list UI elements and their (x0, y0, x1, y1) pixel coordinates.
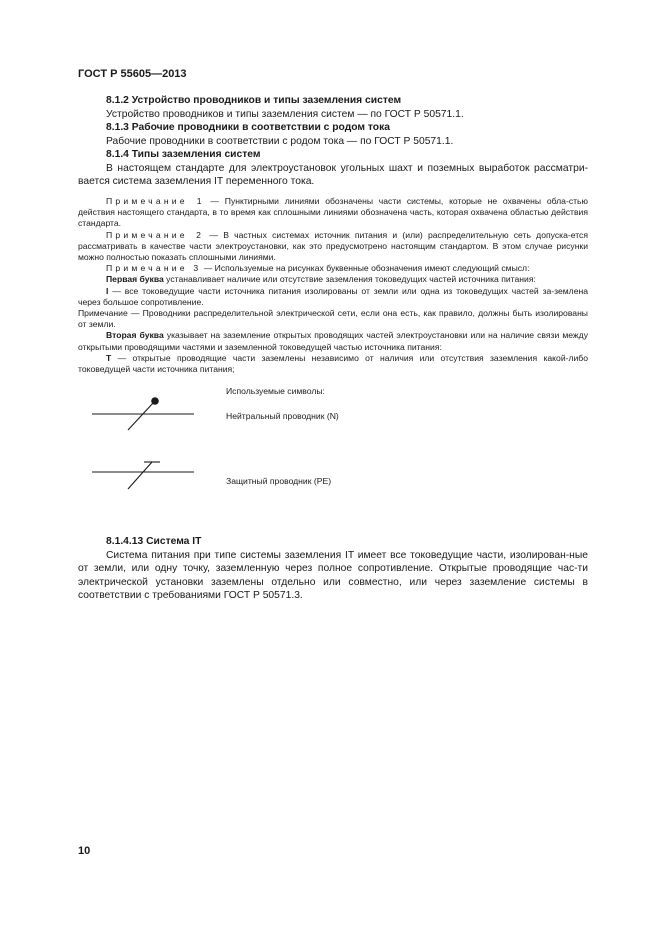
legend-title: Используемые символы: (226, 386, 325, 396)
section-text-8-1-4-13: Система питания при типе системы заземления IT имеет все токоведущие части, изолирован-ные от земли, или одну точку, заземленную через полное сопротивление. Открытые проводящие час-ти электрической установки заземлены отдельно или совместно, или через заземление системы в соответствии с требованиями ГОСТ Р 50571.3. (78, 549, 588, 601)
letter-i: I (106, 285, 109, 296)
note-2-text: — В частных системах источник питания и (или) распределительную сеть допуска-ется рассматривать в качестве части электроустановки, как это предусмотрено настоящим стандартом. В этом случае рисунки можно полностью показать сплошными линиями. (78, 229, 588, 263)
neutral-conductor-symbol (88, 394, 198, 434)
section-8-1-2 (78, 94, 588, 189)
first-letter-text: устанавливает наличие или отсутствие заземления токоведущих частей источника питания: (163, 274, 536, 285)
legend-protective-label: Защитный проводник (PE) (226, 476, 332, 486)
letter-t-text: — открытые проводящие части заземлены независимо от наличия или отсутствия заземления какой-либо токоведущей части источника питания; (78, 352, 588, 375)
note-3 (78, 263, 588, 274)
section-heading-8-1-4-13: 8.1.4.13 Система IT (106, 536, 202, 547)
note-1-label: Примечание 1 (106, 196, 205, 206)
note-3-text: — Используемые на рисунках буквенные обозначения имеют следующий смысл: (201, 263, 530, 274)
note-2-label: Примечание 2 (106, 229, 205, 240)
section-heading-8-1-4: 8.1.4 Типы заземления систем (106, 149, 261, 160)
letter-t-definition (78, 353, 588, 375)
section-text-8-1-4: В настоящем стандарте для электроустановок угольных шахт и поземных выработок рассматри-вается система заземления IT переменного тока. (78, 162, 588, 187)
section-heading-8-1-2: 8.1.2 Устройство проводников и типы заземления систем (106, 95, 402, 106)
section-text-8-1-2: Устройство проводников и типы заземления систем — по ГОСТ Р 50571.1. (106, 108, 464, 120)
letter-i-text: — все токоведущие части источника питания изолированы от земли или одна из токоведущих частей за-землена через большое сопротивление. (78, 285, 588, 307)
remark: Примечание — Проводники распределительной электрической сети, если она есть, как правило, должны быть изолированы от земли. (78, 308, 588, 330)
note-2 (78, 230, 588, 264)
section-text-8-1-3: Рабочие проводники в соответствии с родом тока — по ГОСТ Р 50571.1. (106, 135, 454, 147)
protective-conductor-symbol (88, 456, 198, 492)
first-letter-label: Первая буква (106, 274, 164, 285)
second-letter-definition (78, 330, 588, 352)
legend-neutral-label: Нейтральный проводник (N) (226, 411, 339, 421)
notes-block (78, 196, 588, 375)
letter-i-definition (78, 286, 588, 308)
note-1-text: — Пунктирными линиями обозначены части системы, которые не охвачены обла-стью действия настоящего стандарта, в то время как сплошными линиями обозначена часть, которая охвачена областью действия стандарта. (78, 196, 588, 229)
letter-t: T (106, 352, 112, 363)
page-number: 10 (78, 845, 91, 857)
second-letter-text: указывает на заземление открытых проводящих частей электроустановки или на наличие связи между открытыми проводящими частями и заземленной токоведущей частью источника питания: (78, 330, 588, 352)
first-letter-definition (78, 274, 588, 285)
section-8-1-4-13 (78, 535, 588, 603)
note-1 (78, 196, 588, 230)
note-3-label: Примечание 3 (106, 263, 202, 274)
document-header: ГОСТ Р 55605—2013 (78, 68, 187, 80)
section-heading-8-1-3: 8.1.3 Рабочие проводники в соответствии с родом тока (106, 122, 390, 133)
second-letter-label: Вторая буква (106, 330, 164, 341)
